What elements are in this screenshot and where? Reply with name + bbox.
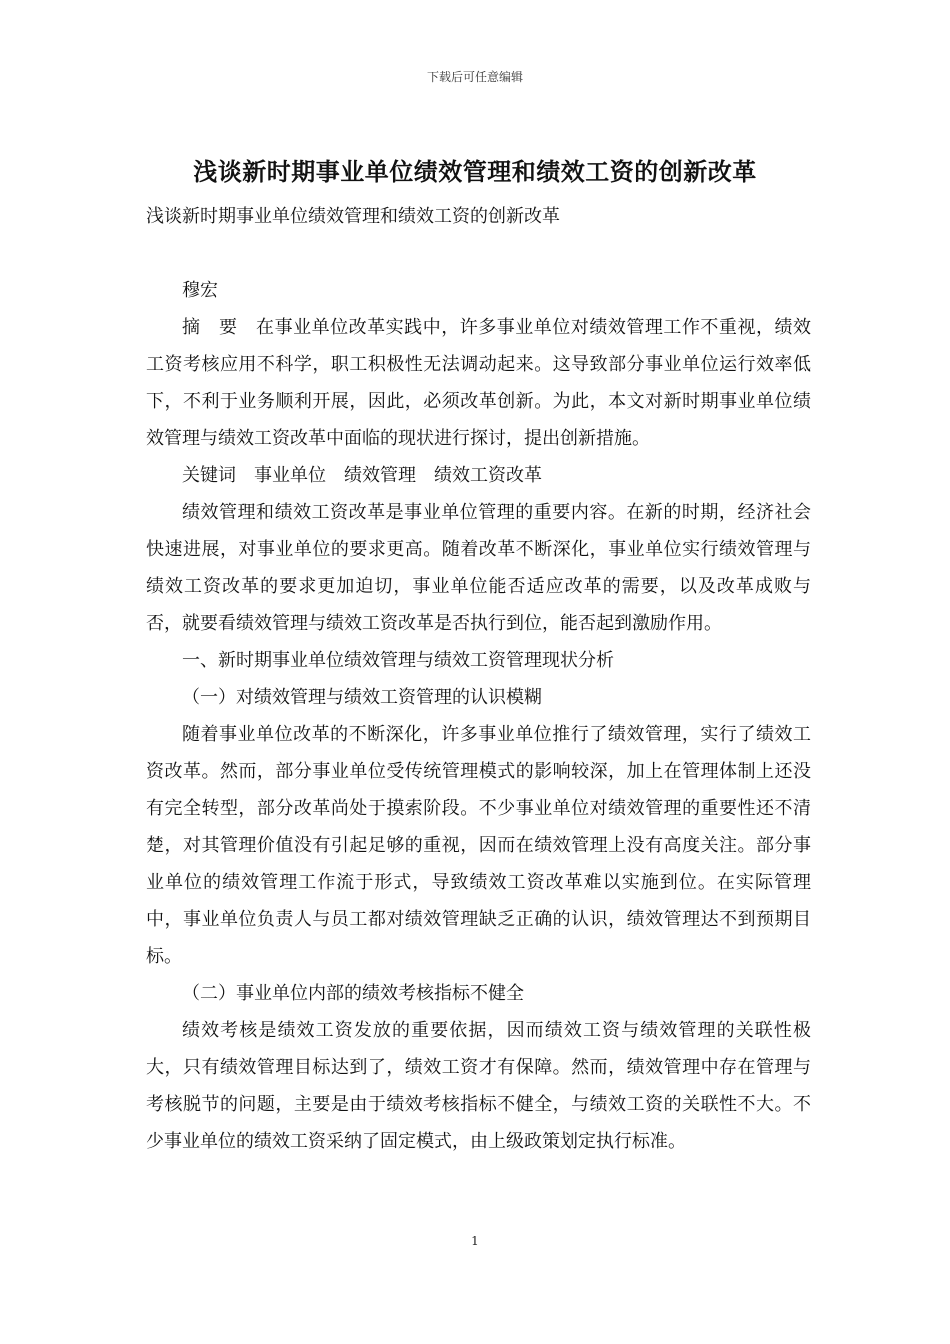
subsection-1-paragraph: 随着事业单位改革的不断深化，许多事业单位推行了绩效管理，实行了绩效工资改革。然而，部分事业单位受传统管理模式的影响较深，加上在管理体制上还没有完全转型，部分改革尚处于摸索阶段。不少事业单位对绩效管理的重要性还不清楚，对其管理价值没有引起足够的重视，因而在绩效管理上没有高度关注。部分事业单位的绩效管理工作流于形式，导致绩效工资改革难以实施到位。在实际管理中，事业单位负责人与员工都对绩效管理缺乏正确的认识，绩效管理达不到预期目标。	[146, 724, 811, 967]
abstract-paragraph: 摘 要 在事业单位改革实践中，许多事业单位对绩效管理工作不重视，绩效工资考核应用不科学，职工积极性无法调动起来。这导致部分事业单位运行效率低下，不利于业务顺利开展，因此，必须改革创新。为此，本文对新时期事业单位绩效管理与绩效工资改革中面临的现状进行探讨，提出创新措施。	[146, 317, 811, 449]
subsection-2-paragraph: 绩效考核是绩效工资发放的重要依据，因而绩效工资与绩效管理的关联性极大，只有绩效管理目标达到了，绩效工资才有保障。然而，绩效管理中存在管理与考核脱节的问题，主要是由于绩效考核指标不健全，与绩效工资的关联性不大。不少事业单位的绩效工资采纳了固定模式，由上级政策划定执行标准。	[146, 1020, 811, 1152]
document-title: 浅谈新时期事业单位绩效管理和绩效工资的创新改革	[193, 157, 757, 186]
blank-line	[146, 235, 811, 272]
keywords-line: 关键词 事业单位 绩效管理 绩效工资改革	[182, 465, 542, 486]
section-heading-1: 一、新时期事业单位绩效管理与绩效工资管理现状分析	[182, 650, 614, 671]
page-number: 1	[471, 1234, 479, 1248]
intro-paragraph: 绩效管理和绩效工资改革是事业单位管理的重要内容。在新的时期，经济社会快速进展，对事业单位的要求更高。随着改革不断深化，事业单位实行绩效管理与绩效工资改革的要求更加迫切，事业单位能否适应改革的需要，以及改革成败与否，就要看绩效管理与绩效工资改革是否执行到位，能否起到激励作用。	[146, 502, 811, 634]
header-note: 下载后可任意编辑	[426, 70, 523, 84]
author: 穆宏	[182, 280, 218, 301]
subsection-heading-2: （二）事业单位内部的绩效考核指标不健全	[182, 983, 524, 1004]
subtitle: 浅谈新时期事业单位绩效管理和绩效工资的创新改革	[146, 206, 560, 227]
document-body	[146, 198, 811, 1160]
subsection-heading-1: （一）对绩效管理与绩效工资管理的认识模糊	[182, 687, 542, 708]
